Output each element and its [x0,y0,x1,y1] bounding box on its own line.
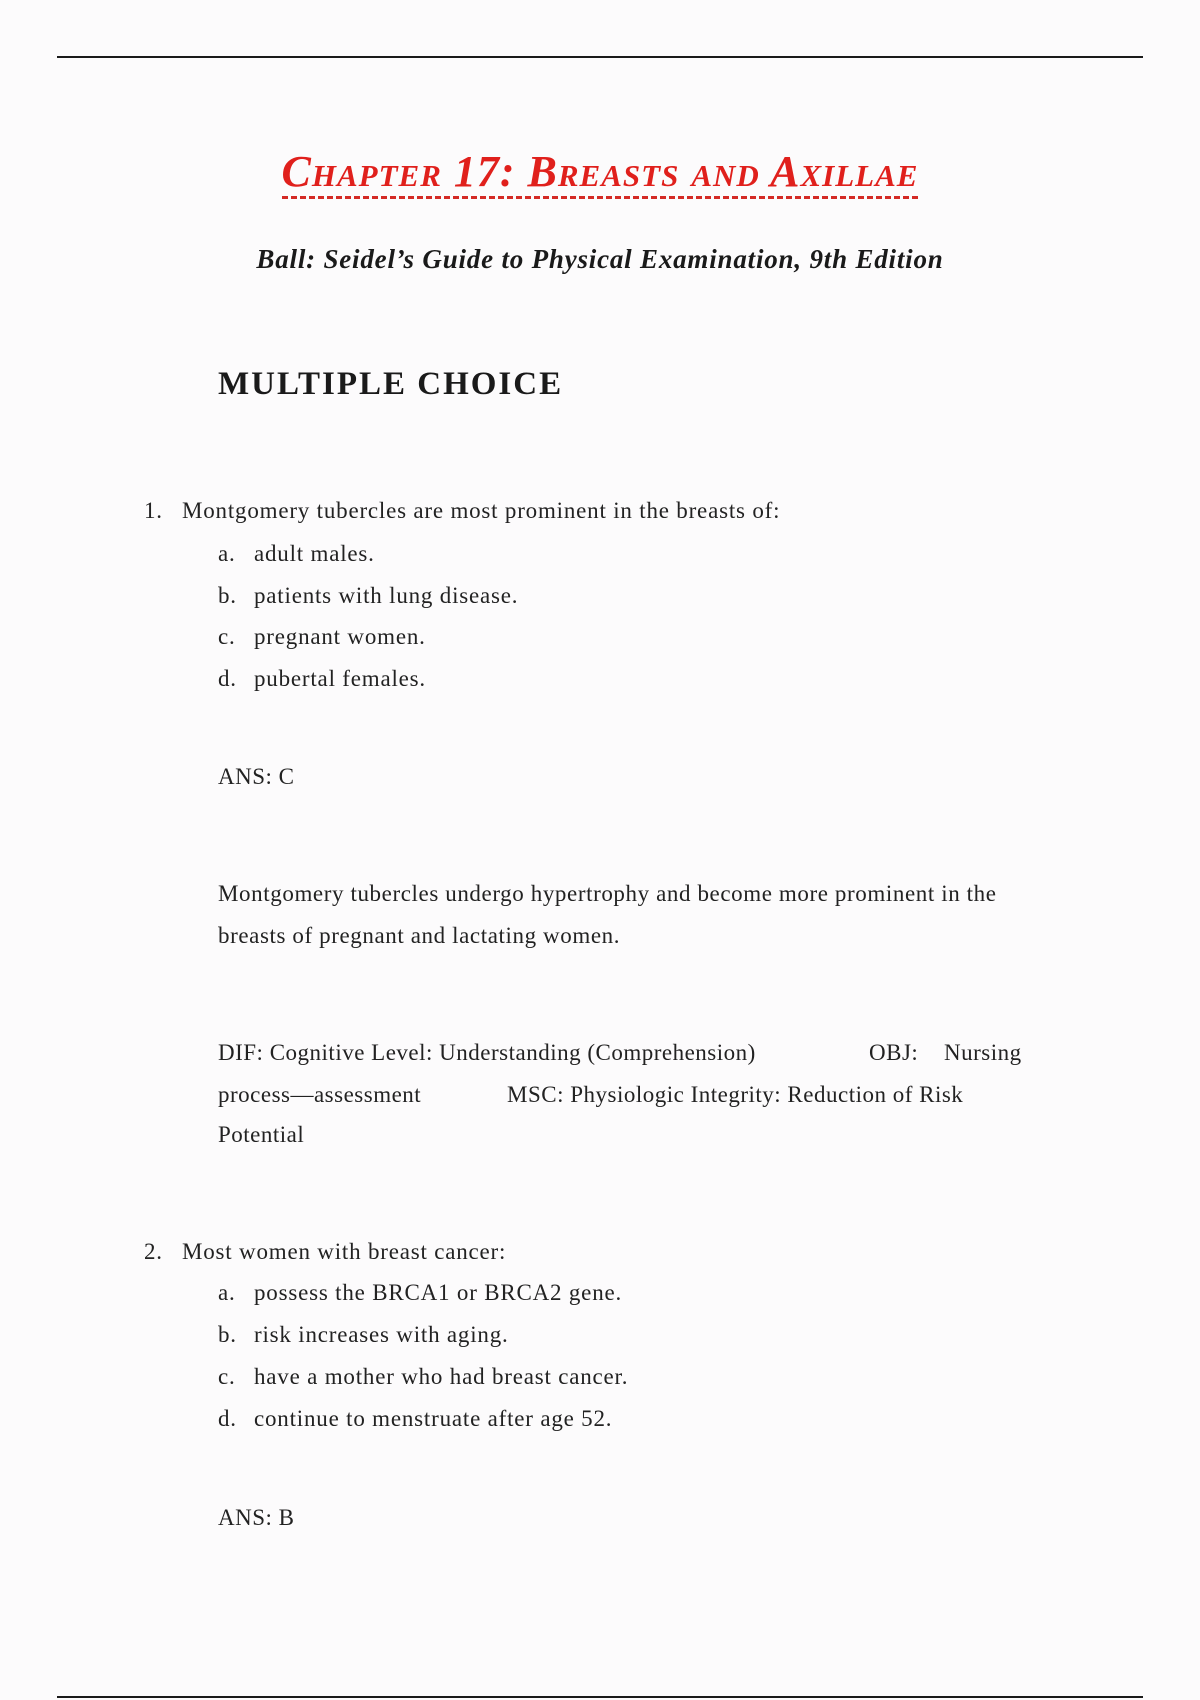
bottom-rule [57,1696,1143,1698]
question-1-option-b: b. patients with lung disease. [218,583,519,608]
question-number: 1. [144,498,163,523]
question-text: Montgomery tubercles are most prominent in the breasts of: [182,498,781,523]
question-1-option-c: c. pregnant women. [218,624,426,649]
top-rule [57,56,1143,58]
question-2-option-c: c. have a mother who had breast cancer. [218,1364,629,1389]
question-1-rationale: Montgomery tubercles undergo hypertrophy and become more prominent in the breasts of pregnant and lactating women. [218,881,997,948]
question-1-option-d: d. pubertal females. [218,666,426,691]
chapter-title: Chapter 17: Breasts and Axillae [0,146,1200,197]
question-1-dif: DIF: Cognitive Level: Understanding (Comprehension) [218,1040,756,1065]
question-1-stem [144,498,780,524]
question-1-option-a: a. adult males. [218,541,375,566]
book-subtitle: Ball: Seidel’s Guide to Physical Examination, 9th Edition [256,244,944,274]
question-text: Most women with breast cancer: [182,1239,507,1264]
question-2-answer: ANS: B [218,1505,295,1530]
question-1-msc-cont: Potential [218,1122,305,1147]
question-2-option-d: d. continue to menstruate after age 52. [218,1406,613,1431]
question-1-obj-label: OBJ: [869,1040,919,1065]
question-1-msc: MSC: Physiologic Integrity: Reduction of Risk [507,1082,964,1107]
question-2-stem [144,1239,506,1265]
question-1-obj-value: Nursing [944,1040,1022,1065]
question-1-answer: ANS: C [218,764,295,789]
section-heading: MULTIPLE CHOICE [218,366,564,402]
question-2-option-b: b. risk increases with aging. [218,1322,509,1347]
question-1-obj-value-cont: process—assessment [218,1082,422,1107]
question-2-option-a: a. possess the BRCA1 or BRCA2 gene. [218,1280,623,1305]
question-number: 2. [144,1239,163,1264]
